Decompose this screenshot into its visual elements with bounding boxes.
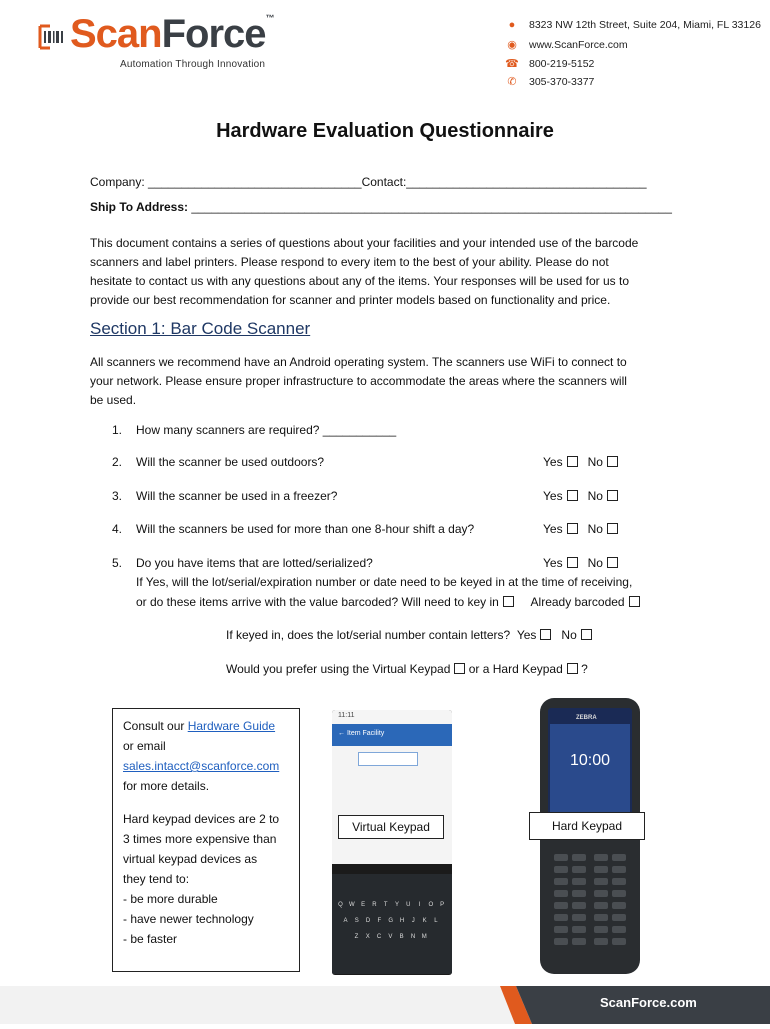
virtual-keypad-device-image <box>332 710 452 975</box>
already-barcoded-label: Already barcoded <box>530 595 625 609</box>
keyboard-key: K <box>422 918 427 924</box>
globe-icon: ◉ <box>507 39 517 51</box>
ship-to-field[interactable] <box>90 200 672 214</box>
keyboard-key: O <box>428 902 434 908</box>
keyboard-key: W <box>348 902 355 908</box>
keyboard-key: N <box>410 934 416 940</box>
keyboard-key: R <box>372 902 377 908</box>
virtual-keypad-checkbox[interactable] <box>454 663 465 674</box>
hard-keypad-checkbox[interactable] <box>567 663 578 674</box>
handset-icon: ✆ <box>507 76 517 88</box>
keyboard-key: J <box>411 918 415 924</box>
virtual-keyboard <box>332 874 452 974</box>
yes-checkbox[interactable] <box>540 629 551 640</box>
intro-line: This document contains a series of questions about your facilities and your intended use of the barcode <box>90 236 639 250</box>
consult-text <box>123 716 293 796</box>
email-link[interactable]: sales.intacct@scanforce.com <box>123 759 280 773</box>
yes-checkbox[interactable] <box>567 490 578 501</box>
question-number: 1. <box>112 423 123 437</box>
address-row <box>503 19 761 31</box>
hard-keypad-label: Hard Keypad <box>529 812 645 840</box>
key-in-checkbox[interactable] <box>503 596 514 607</box>
no-label: No <box>587 455 603 469</box>
app-bar: ← Item Facility <box>332 724 452 746</box>
ship-to-line[interactable]: ________________________________________________________________________ <box>188 200 672 214</box>
location-pin-icon: ● <box>508 19 516 31</box>
keyboard-key: A <box>343 918 348 924</box>
detail-line: - be more durable <box>123 892 218 906</box>
app-body <box>332 746 452 864</box>
yes-label: Yes <box>543 522 563 536</box>
keyboard-key: Z <box>354 934 359 940</box>
yes-label: Yes <box>543 489 563 503</box>
keyboard-key: E <box>361 902 366 908</box>
no-checkbox[interactable] <box>607 523 618 534</box>
detail-line: 3 times more expensive than <box>123 832 277 846</box>
question-number: 3. <box>112 489 123 503</box>
hardware-guide-link[interactable]: Hardware Guide <box>187 719 276 733</box>
desc-line: All scanners we recommend have an Android operating system. The scanners use WiFi to connect to <box>90 355 627 369</box>
virtual-keypad-option: Would you prefer using the Virtual Keypad <box>226 662 451 676</box>
keyboard-key: B <box>399 934 404 940</box>
no-label: No <box>561 628 577 642</box>
desc-line: be used. <box>90 393 137 407</box>
detail-line: virtual keypad devices as <box>123 852 258 866</box>
keyboard-key: M <box>421 934 427 940</box>
question-3: Will the scanner be used in a freezer? <box>136 489 338 503</box>
detail-line: Hard keypad devices are 2 to <box>123 812 280 826</box>
question-number: 5. <box>112 556 123 570</box>
status-bar <box>332 710 452 724</box>
logo: ScanForce™ <box>70 12 274 56</box>
no-label: No <box>587 522 603 536</box>
question-5: Do you have items that are lotted/serialized? <box>136 556 373 570</box>
website-text[interactable]: www.ScanForce.com <box>529 38 628 51</box>
detail-line: - be faster <box>123 932 178 946</box>
letters-question-text: If keyed in, does the lot/serial number contain letters? <box>226 628 511 642</box>
q5-keyin-line <box>136 595 640 609</box>
key-in-label: or do these items arrive with the value barcoded? Will need to key in <box>136 595 499 609</box>
address-text: 8323 NW 12th Street, Suite 204, Miami, FL 33126 <box>529 19 761 31</box>
section-heading: Section 1: Bar Code Scanner <box>90 319 311 338</box>
ship-to-label: Ship To Address: <box>90 200 189 214</box>
keyboard-key: T <box>383 902 388 908</box>
zebra-brand: ZEBRA <box>576 715 597 721</box>
section-description <box>90 353 690 410</box>
virtual-keypad-label: Virtual Keypad <box>338 815 444 839</box>
no-checkbox[interactable] <box>581 629 592 640</box>
keyboard-key: I <box>418 902 421 908</box>
question-mark: ? <box>581 662 588 676</box>
question-number: 2. <box>112 455 123 469</box>
consult-line: for more details. <box>123 779 210 793</box>
q5-followup-line: If Yes, will the lot/serial/expiration number or date need to be keyed in at the time of receiving, <box>136 575 633 589</box>
page-title: Hardware Evaluation Questionnaire <box>216 120 554 142</box>
keyboard-key: X <box>365 934 370 940</box>
detail-line: - have newer technology <box>123 912 254 926</box>
question-1[interactable]: How many scanners are required? ___________ <box>136 423 397 437</box>
no-checkbox[interactable] <box>607 557 618 568</box>
app-bar-title: Item Facility <box>346 730 385 737</box>
q2-yes-no <box>543 455 618 469</box>
keyboard-key: S <box>354 918 359 924</box>
keyboard-key: V <box>388 934 393 940</box>
keyboard-key: U <box>406 902 411 908</box>
yes-checkbox[interactable] <box>567 456 578 467</box>
yes-label: Yes <box>516 628 537 642</box>
keyboard-key: P <box>440 902 445 908</box>
phone2-row <box>503 75 594 88</box>
intro-paragraph <box>90 234 690 310</box>
keyboard-key: G <box>388 918 394 924</box>
consult-line: Consult our <box>123 719 188 733</box>
device-time: 10:00 <box>570 752 611 769</box>
intro-line: provide our best recommendation for scanner and printer models based on functionality and price. <box>90 293 611 307</box>
desc-line: your network. Please ensure proper infrastructure to accommodate the areas where the scanners will <box>90 374 627 388</box>
phone1-row <box>503 57 594 70</box>
consult-details <box>123 809 293 949</box>
yes-checkbox[interactable] <box>567 523 578 534</box>
yes-label: Yes <box>543 556 563 570</box>
keyboard-key: Y <box>394 902 399 908</box>
website-row <box>503 38 628 51</box>
q5-yes-no <box>543 556 618 570</box>
keyboard-key: H <box>399 918 405 924</box>
question-2: Will the scanner be used outdoors? <box>136 455 325 469</box>
q4-yes-no <box>543 522 618 536</box>
tagline: Automation Through Innovation <box>120 59 266 70</box>
phone-icon: ☎ <box>505 58 519 70</box>
no-label: No <box>587 556 603 570</box>
consult-line: or email <box>123 739 166 753</box>
no-checkbox[interactable] <box>607 456 618 467</box>
phone2-text: 305-370-3377 <box>529 75 595 88</box>
yes-label: Yes <box>543 455 563 469</box>
already-barcoded-checkbox[interactable] <box>629 596 640 607</box>
q3-yes-no <box>543 489 618 503</box>
keyboard-key: C <box>376 934 382 940</box>
keyboard-key: D <box>365 918 371 924</box>
phone1-text: 800-219-5152 <box>529 57 595 70</box>
item-input <box>358 752 418 766</box>
footer-website[interactable]: ScanForce.com <box>600 995 697 1010</box>
yes-checkbox[interactable] <box>567 557 578 568</box>
detail-line: they tend to: <box>123 872 190 886</box>
no-label: No <box>587 489 603 503</box>
keypad-preference-question <box>226 662 588 676</box>
letters-question <box>226 628 592 642</box>
no-checkbox[interactable] <box>607 490 618 501</box>
question-4: Will the scanners be used for more than one 8-hour shift a day? <box>136 522 475 536</box>
logo-barcode-icon <box>38 22 66 52</box>
question-number: 4. <box>112 522 123 536</box>
intro-line: hesitate to contact us with any questions about any of the items. Your responses will be used for us to <box>90 274 629 288</box>
keyboard-key: L <box>434 918 438 924</box>
company-contact-field[interactable]: Company: ________________________________Contact:____________________________________ <box>90 175 647 189</box>
keyboard-key: F <box>377 918 382 924</box>
hard-keypad-option: or a Hard Keypad <box>468 662 563 676</box>
intro-line: scanners and label printers. Please respond to every item to the best of your ability. Please do not <box>90 255 609 269</box>
status-time: 11:11 <box>338 712 355 719</box>
keyboard-key: Q <box>338 902 343 908</box>
